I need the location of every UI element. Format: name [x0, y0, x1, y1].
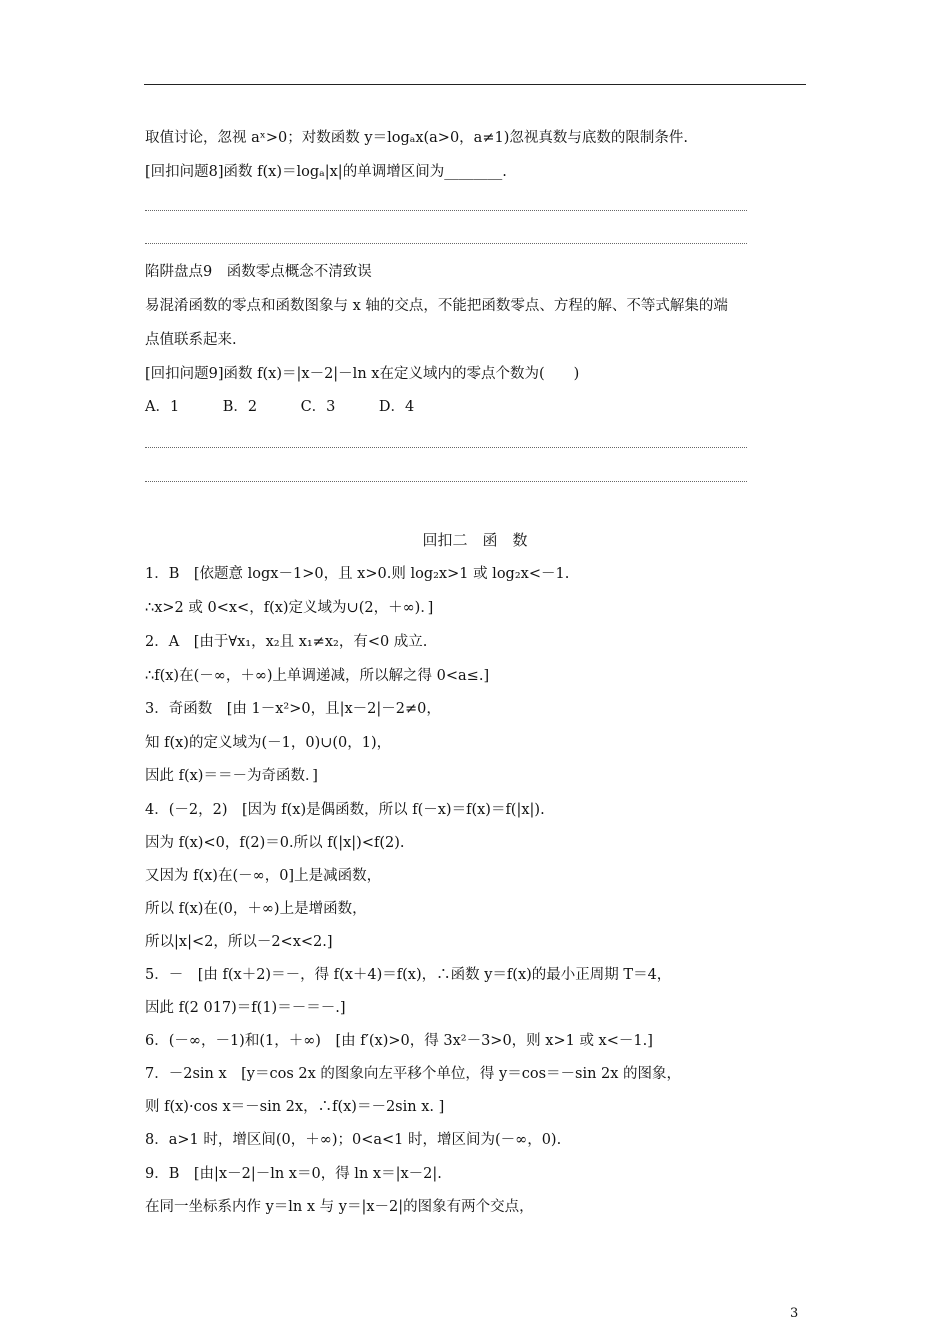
answer-text: 5．－ [由 f(x＋2)＝－，得 f(x＋4)＝f(x)，∴函数 y＝f(x)的最小正周期 T＝4，	[145, 967, 672, 983]
text-line: 点值联系起来.	[145, 332, 237, 348]
page-number: 3	[790, 1306, 799, 1321]
text-line: 取值讨论，忽视 aˣ>0；对数函数 y＝logₐx(a>0，a≠1)忽视真数与底数的限制条件.	[145, 130, 688, 146]
answer-text: 所以|x|<2，所以－2<x<2.]	[145, 934, 333, 950]
answer-text: 6．(－∞，－1)和(1，＋∞) [由 f′(x)>0，得 3x²－3>0，则 x>1 或 x<－1.]	[145, 1033, 653, 1049]
question-9-options: A．1 B．2 C．3 D．4	[145, 399, 415, 415]
header-rule	[144, 84, 806, 85]
answer-text: 4．(－2，2) [因为 f(x)是偶函数，所以 f(－x)＝f(x)＝f(|x|).	[145, 802, 545, 818]
answer-text: 则 f(x)·cos x＝－sin 2x，∴f(x)＝－2sin x. ]	[145, 1099, 445, 1115]
answer-text: 因此 f(2 017)＝f(1)＝－＝－.]	[145, 1000, 346, 1016]
question-9: [回扣问题9]函数 f(x)＝|x－2|－ln x在定义域内的零点个数为( )	[145, 366, 580, 382]
trap9-title: 陷阱盘点9 函数零点概念不清致误	[145, 264, 372, 280]
answer-text: 所以 f(x)在(0，＋∞)上是增函数，	[145, 901, 367, 917]
answer-text: 9．B [由|x－2|－ln x＝0，得 ln x＝|x－2|.	[145, 1166, 442, 1182]
answer-text: 因此 f(x)＝＝－为奇函数．]	[145, 768, 318, 784]
answer-text: 知 f(x)的定义域为(－1，0)∪(0，1)，	[145, 735, 392, 751]
answer-text: 7．－2sin x [y＝cos 2x 的图象向左平移个单位，得 y＝cos＝－sin 2x 的图象，	[145, 1066, 682, 1082]
answer-line	[145, 447, 747, 448]
question-8: [回扣问题8]函数 f(x)＝logₐ|x|的单调增区间为________.	[145, 164, 507, 180]
answers-heading: 回扣二 函 数	[422, 531, 528, 549]
text-line: 易混淆函数的零点和函数图象与 x 轴的交点，不能把函数零点、方程的解、不等式解集的端	[145, 298, 728, 314]
answer-text: 在同一坐标系内作 y＝ln x 与 y＝|x－2|的图象有两个交点，	[145, 1199, 534, 1215]
answer-line	[145, 243, 747, 244]
answer-line	[145, 481, 747, 482]
answer-text: ∴f(x)在(－∞，＋∞)上单调递减，所以解之得 0<a≤.]	[145, 668, 490, 684]
answer-text: 因为 f(x)<0，f(2)＝0.所以 f(|x|)<f(2).	[145, 835, 405, 851]
answer-text: ∴x>2 或 0<x<，f(x)定义域为∪(2，＋∞)．]	[145, 600, 434, 616]
answer-text: 1．B [依题意 logx－1>0，且 x>0.则 log₂x>1 或 log₂x<－1.	[145, 566, 570, 582]
answer-text: 8．a>1 时，增区间(0，＋∞)；0<a<1 时，增区间为(－∞，0).	[145, 1132, 562, 1148]
answer-text: 2．A [由于∀x₁，x₂且 x₁≠x₂，有<0 成立.	[145, 634, 428, 650]
answer-text: 3．奇函数 [由 1－x²>0，且|x－2|－2≠0，	[145, 701, 441, 717]
answer-text: 又因为 f(x)在(－∞，0]上是减函数，	[145, 868, 382, 884]
answer-line	[145, 210, 747, 211]
